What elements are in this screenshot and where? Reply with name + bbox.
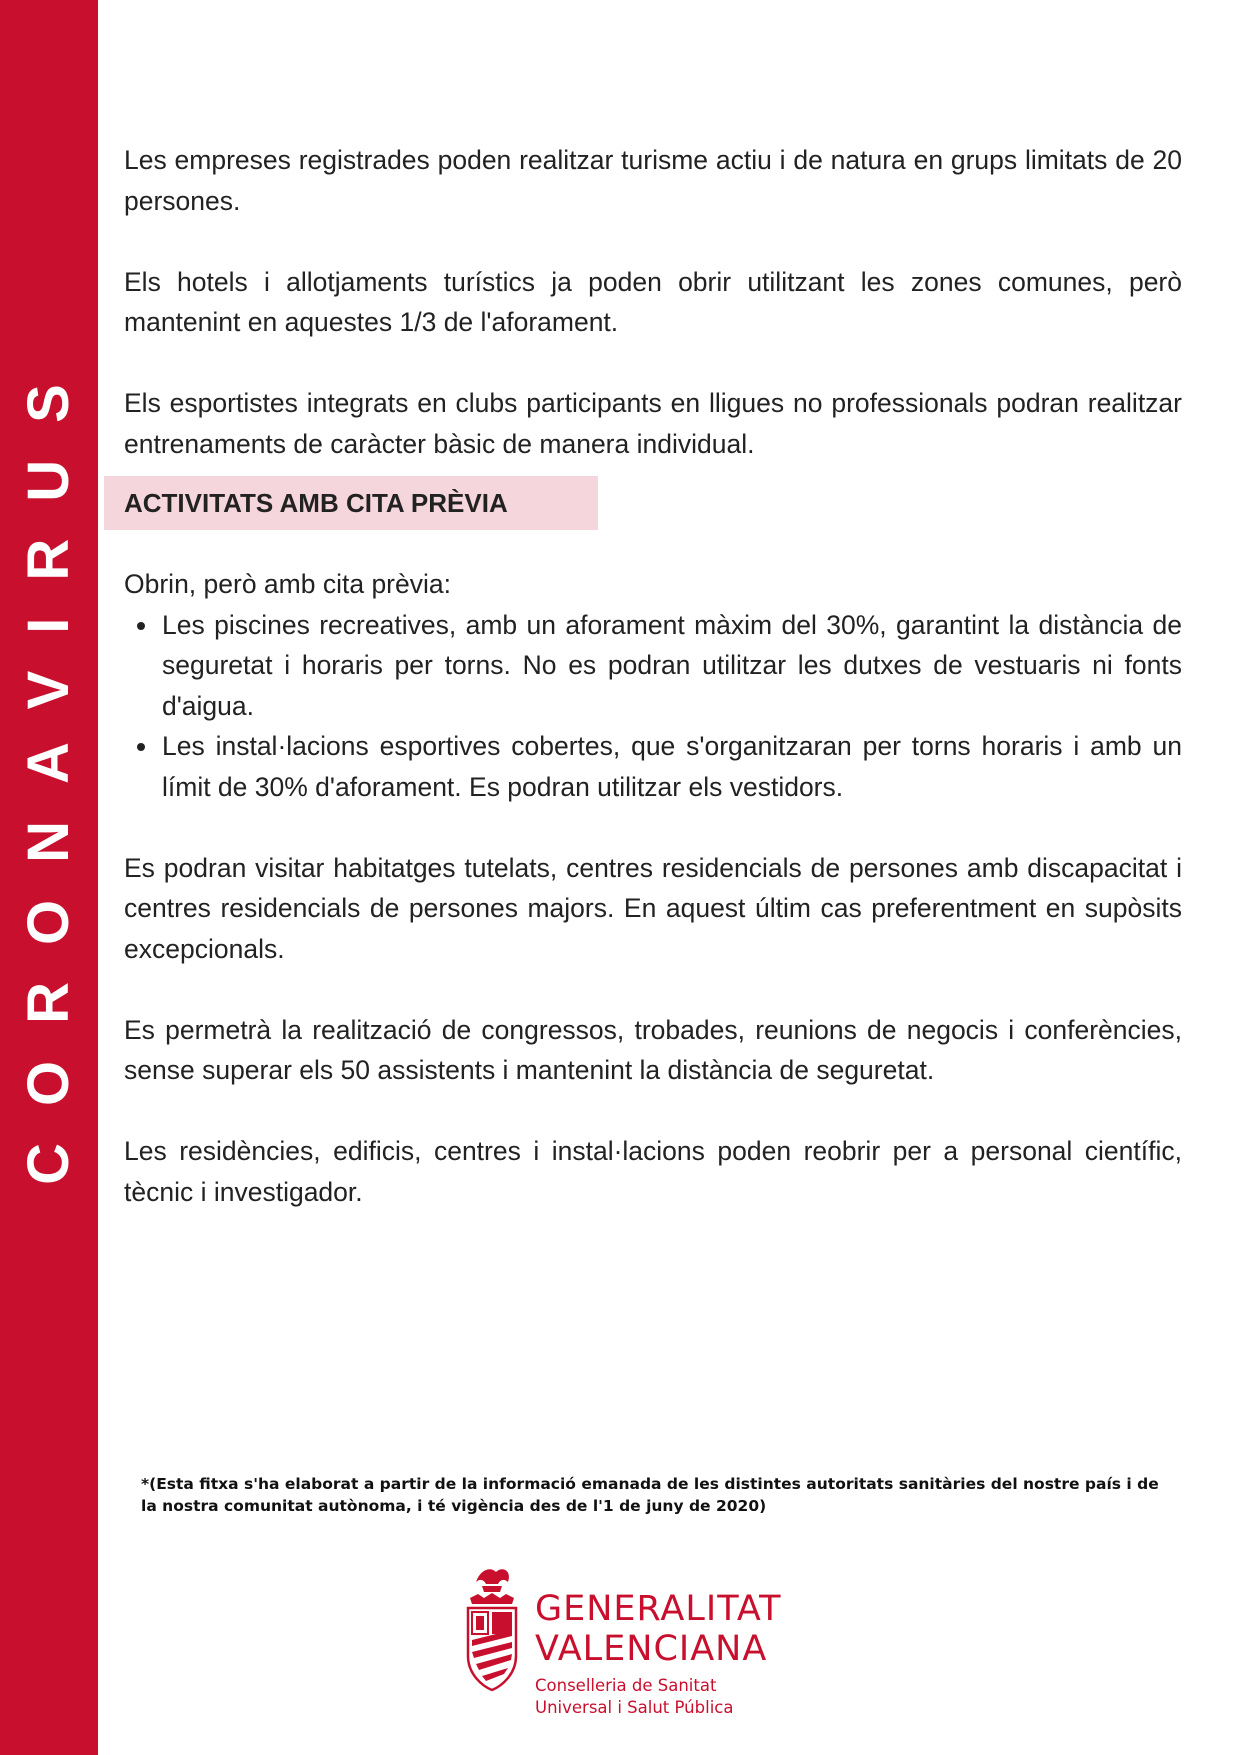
paragraph-congresses: Es permetrà la realització de congressos, trobades, reunions de negocis i conferències, sense superar els 50 assistents i mantenint la distància de seguretat. [124,1014,1182,1085]
generalitat-logo [462,1560,792,1720]
logo-text-generalitat: GENERALITAT [535,1589,782,1629]
sidebar-title: CORONAVIRUS [16,347,81,1185]
paragraph-active-tourism: Les empreses registrades poden realitzar turisme actiu i de natura en grups limitats de 20 persones. [124,145,1182,216]
appointment-list [124,605,1182,808]
list-item-pools: • Les piscines recreatives, amb un aforament màxim del 30%, garantint la distància de seguretat i horaris per torns. No es podran utilitzar les dutxes de vestuaris ni fonts d'aigua. [160,605,1182,727]
list-item-indoor-sports: • Les instal·lacions esportives cobertes, que s'organitzaran per torns horaris i amb un límit de 30% d'aforament. Es podran utilitzar els vestidors. [160,726,1182,807]
appointment-intro: Obrin, però amb cita prèvia: [124,569,451,599]
logo-text-valenciana: VALENCIANA [535,1629,768,1669]
sidebar-band [0,0,98,1755]
section-heading-box [104,476,598,530]
logo-subtitle-1: Conselleria de Sanitat [535,1676,717,1695]
paragraph-research-facilities: Les residències, edificis, centres i instal·lacions poden reobrir per a personal científic, tècnic i investigador. [124,1136,1182,1207]
section-heading: ACTIVITATS AMB CITA PRÈVIA [124,487,508,518]
paragraph-hotels: Els hotels i allotjaments turístics ja poden obrir utilitzant les zones comunes, però mantenint en aquestes 1/3 de l'aforament. [124,266,1182,337]
coat-of-arms-icon [462,1564,520,1692]
footnote: *(Esta fitxa s'ha elaborat a partir de la informació emanada de les distintes autoritats sanitàries del nostre país i de la nostra comunitat autònoma, i té vigència des de l'1 de juny de 2020) [141,1475,1159,1515]
paragraph-residential-visits: Es podran visitar habitatges tutelats, centres residencials de persones amb discapacitat i centres residencials de persones majors. En aquest últim cas preferentment en supòsits excepcionals. [124,852,1182,964]
paragraph-sports-clubs: Els esportistes integrats en clubs participants en lligues no professionals podran realitzar entrenaments de caràcter bàsic de manera individual. [124,388,1182,459]
logo-subtitle-2: Universal i Salut Pública [535,1698,734,1717]
main-content [124,140,1182,1212]
